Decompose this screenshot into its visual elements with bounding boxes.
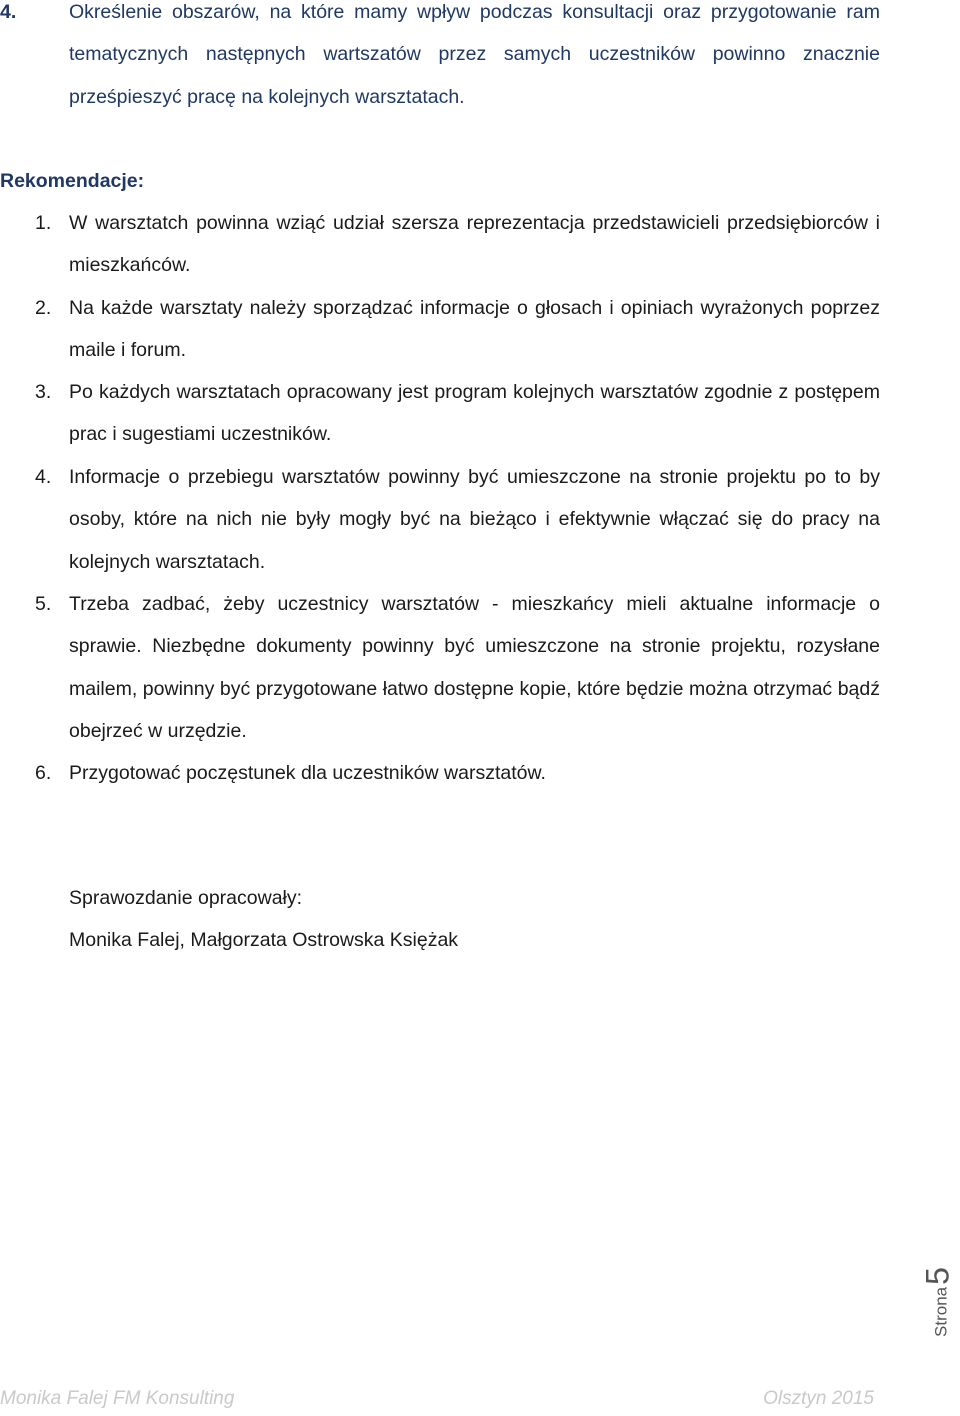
recommendation-item-1 (0, 202, 880, 287)
recommendation-number: 6. (35, 762, 52, 784)
recommendation-text: Na każde warsztaty należy sporządzać informacje o głosach i opiniach wyrażonych poprzez maile i forum. (69, 297, 880, 362)
recommendation-text: Przygotować poczęstunek dla uczestników warsztatów. (69, 762, 546, 784)
page-number-digit: 5 (919, 1267, 956, 1285)
recommendation-text: W warsztatch powinna wziąć udział szersza reprezentacja przedstawicieli przedsiębiorców i mieszkańców. (69, 212, 880, 277)
finding-item-4 (0, 0, 880, 118)
footer-author: Monika Falej FM Konsulting (0, 1388, 235, 1409)
recommendation-item-5 (0, 583, 880, 752)
recommendation-item-2 (0, 287, 880, 372)
recommendation-number: 4. (35, 466, 52, 488)
page-number (918, 1262, 958, 1342)
signature-label: Sprawozdanie opracowały: (69, 887, 303, 909)
recommendation-text: Trzeba zadbać, żeby uczestnicy warsztatów - mieszkańcy mieli aktualne informacje o sprawie. Niezbędne dokumenty powinny być umieszczone na stronie projektu, rozysłane mailem, powinny być przygotowane łatwo dostępne kopie, które będzie można otrzymać bądź obejrzeć w urzędzie. (69, 593, 880, 742)
recommendation-number: 3. (35, 381, 52, 403)
recommendation-item-3 (0, 371, 880, 456)
signature-authors: Monika Falej, Małgorzata Ostrowska Księżak (69, 929, 459, 951)
page-label: Strona (931, 1286, 951, 1337)
footer-place-year: Olsztyn 2015 (763, 1388, 874, 1409)
recommendation-number: 2. (35, 297, 52, 319)
finding-text: Określenie obszarów, na które mamy wpływ podczas konsultacji oraz przygotowanie ram tematycznych następnych wartszatów przez samych uczestników powinno znacznie prześpieszyć pracę na kolejnych warsztatach. (69, 1, 880, 108)
recommendations-heading: Rekomendacje: (0, 170, 145, 192)
recommendation-item-4 (0, 456, 880, 583)
recommendation-number: 5. (35, 593, 52, 615)
recommendation-item-6 (0, 752, 880, 794)
finding-number: 4. (0, 1, 17, 23)
recommendation-text: Po każdych warsztatach opracowany jest program kolejnych warsztatów zgodnie z postępem prac i sugestiami uczestników. (69, 381, 880, 446)
recommendation-number: 1. (35, 212, 52, 234)
recommendation-text: Informacje o przebiegu warsztatów powinny być umieszczone na stronie projektu po to by osoby, które na nich nie były mogły być na bieżąco i efektywnie włączać się do pracy na kolejnych warsztatach. (69, 466, 880, 573)
